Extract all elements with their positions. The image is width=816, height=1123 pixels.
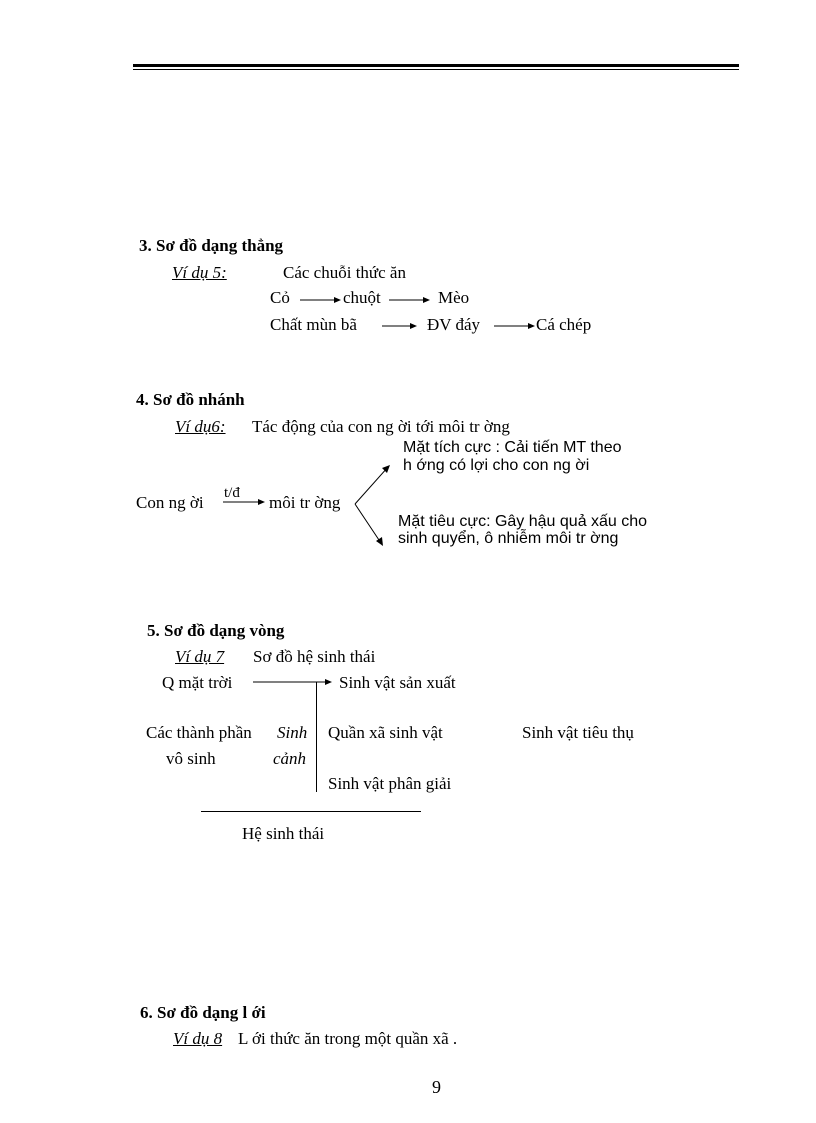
chain1-grass: Cỏ — [270, 288, 290, 307]
positive-effect-line2: h ớng có lợi cho con ng ời — [403, 457, 590, 474]
impact-arrow — [223, 499, 265, 505]
environment-label: môi tr ờng — [269, 493, 341, 512]
consumer-label: Sinh vật tiêu thụ — [522, 723, 634, 742]
example-6-title: Tác động của con ng ời tới môi tr ờng — [252, 417, 510, 436]
abiotic-label-line1: Các thành phần — [146, 723, 252, 742]
chain1-mouse: chuột — [343, 288, 381, 307]
example-8-title: L ới thức ăn trong một quần xã . — [238, 1029, 458, 1048]
habitat-label-canh: cảnh — [273, 749, 307, 768]
negative-effect-line1: Mặt tiêu cực: Gây hậu quả xấu cho — [398, 513, 648, 530]
page-number: 9 — [432, 1077, 441, 1097]
example-6-label: Ví dụ6: — [175, 417, 226, 436]
chain2-carp: Cá chép — [536, 315, 592, 334]
chain2-detritus: Chất mùn bã — [270, 315, 357, 334]
chain1-cat: Mèo — [438, 288, 470, 307]
abiotic-label-line2: vô sinh — [166, 749, 216, 768]
sun-to-producer-arrow — [253, 679, 333, 685]
section-3-heading: 3. Sơ đồ dạng thẳng — [139, 236, 284, 255]
header-rule-thin — [133, 69, 739, 70]
positive-effect-line1: Mặt tích cực : Cải tiến MT theo — [403, 439, 622, 456]
example-7-title: Sơ đồ hệ sinh thái — [253, 647, 376, 666]
habitat-divider — [316, 682, 317, 792]
ecosystem-underline — [201, 811, 421, 812]
community-label: Quần xã sinh vật — [328, 723, 443, 742]
branch-arrows — [352, 462, 392, 552]
chain2-benthic: ĐV đáy — [427, 315, 481, 334]
decomposer-label: Sinh vật phân giải — [328, 774, 452, 793]
header-rule-thick — [133, 64, 739, 67]
chain1-arrow-1 — [300, 297, 342, 303]
section-6-heading: 6. Sơ đồ dạng l ới — [140, 1003, 266, 1022]
human-label: Con ng ời — [136, 493, 204, 512]
example-8-label: Ví dụ 8 — [173, 1029, 223, 1048]
section-4-heading: 4. Sơ đồ nhánh — [136, 390, 245, 409]
impact-arrow-label: t/đ — [224, 485, 240, 501]
chain2-arrow-2 — [494, 323, 536, 329]
negative-effect-line2: sinh quyển, ô nhiễm môi tr ờng — [398, 530, 619, 547]
habitat-label-sinh: Sinh — [277, 723, 308, 742]
chain1-arrow-2 — [389, 297, 431, 303]
example-5-label: Ví dụ 5: — [172, 263, 227, 282]
example-5-title: Các chuỗi thức ăn — [283, 263, 406, 282]
ecosystem-label: Hệ sinh thái — [242, 824, 325, 843]
chain2-arrow-1 — [382, 323, 418, 329]
section-5-heading: 5. Sơ đồ dạng vòng — [147, 621, 285, 640]
example-7-label: Ví dụ 7 — [175, 647, 225, 666]
producer-label: Sinh vật sản xuất — [339, 673, 456, 692]
sun-energy-label: Q mặt trời — [162, 673, 233, 692]
